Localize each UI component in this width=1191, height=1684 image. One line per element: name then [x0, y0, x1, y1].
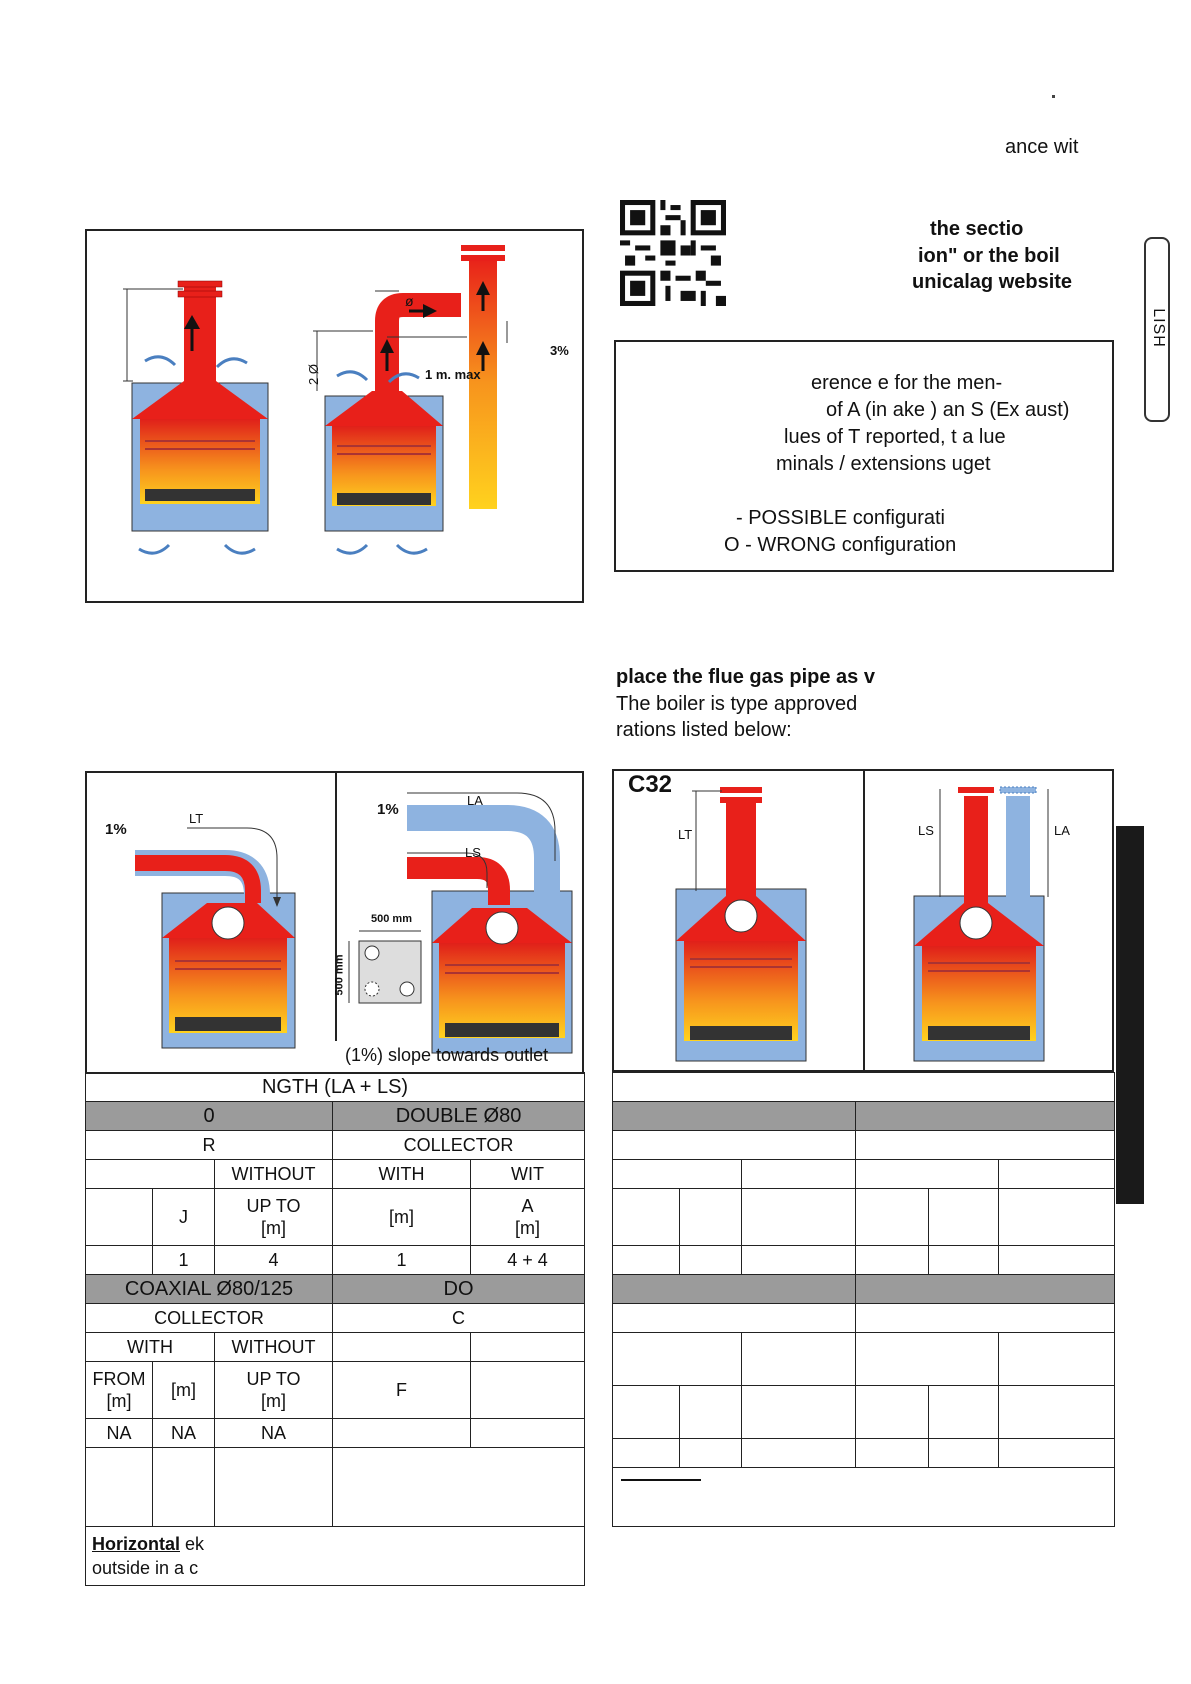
- fig2-ls-label: LS: [465, 845, 481, 860]
- table-left-r5b: [m]: [333, 1189, 471, 1246]
- note-line-1: erence e for the men-: [811, 372, 1003, 394]
- table-left-title: NGTH (LA + LS): [86, 1073, 585, 1102]
- fig2-slope-caption: (1%) slope towards outlet: [345, 1045, 549, 1065]
- table-left-r10d: F: [333, 1362, 471, 1419]
- note-line-5: - POSSIBLE configurati: [736, 507, 945, 529]
- table-left-hd-1: 0: [86, 1102, 333, 1131]
- table-left-r6c: 1: [333, 1246, 471, 1275]
- table-left-r3b: COLLECTOR: [333, 1131, 585, 1160]
- table-left-r4a: WITHOUT: [215, 1160, 333, 1189]
- fig2-500mm-width: 500 mm: [371, 913, 412, 925]
- fig1-2d-label: 2 Ø: [305, 364, 321, 385]
- table-left-r4c: WIT: [471, 1160, 585, 1189]
- table-left-r3a: R: [86, 1131, 333, 1160]
- table-left-hd-4: DO: [333, 1275, 585, 1304]
- reference-note-box: [614, 340, 1114, 572]
- table-left-footnote-bold: Horizontal: [92, 1534, 180, 1554]
- table-left-r6d: 4 + 4: [471, 1246, 585, 1275]
- flue-instruction-line-2: The boiler is type approved: [616, 693, 858, 715]
- table-left-r11c: NA: [215, 1419, 333, 1448]
- table-left-r8a: COLLECTOR: [86, 1304, 333, 1333]
- table-left-r10b: [m]: [153, 1362, 215, 1419]
- qr-caption-2: ion" or the boil: [918, 245, 1060, 267]
- note-line-3: lues of T reported, t a lue: [784, 426, 1006, 448]
- note-line-4: minals / extensions uget: [776, 453, 991, 475]
- fig1-diameter-label: ø: [405, 293, 414, 309]
- table-left-r11a: NA: [86, 1419, 153, 1448]
- table-left-r8b: C: [333, 1304, 585, 1333]
- fig2-la-label: LA: [467, 793, 483, 808]
- qr-caption-1: the sectio: [930, 218, 1024, 240]
- figure-c32-box: [612, 769, 1114, 1072]
- table-left-footnote-2: outside in a c: [92, 1558, 199, 1578]
- language-tab: [1144, 237, 1170, 422]
- table-left-r10a: FROM [m]: [86, 1362, 153, 1419]
- fig2-lt-label: LT: [189, 811, 204, 826]
- figure-horizontal-box: [85, 771, 584, 1074]
- flue-instruction-line-3: rations listed below:: [616, 719, 792, 741]
- language-tab-label: LISH: [1150, 308, 1167, 348]
- figure-chimney-box: [85, 229, 584, 603]
- section-marker-bar: [1116, 826, 1144, 1204]
- table-left-r11b: NA: [153, 1419, 215, 1448]
- header-text: ance wit: [1005, 136, 1079, 158]
- table-left-r10c: UP TO [m]: [215, 1362, 333, 1419]
- flue-instruction-heading: place the flue gas pipe as v: [616, 666, 875, 688]
- note-line-6: O - WRONG configuration: [724, 534, 957, 556]
- table-left-r6b: 4: [215, 1246, 333, 1275]
- fig2-1pct-left: 1%: [105, 821, 127, 838]
- flue-length-table-right: [612, 1072, 1115, 1527]
- table-left-r6a: 1: [153, 1246, 215, 1275]
- table-left-hd-3: COAXIAL Ø80/125: [86, 1275, 333, 1304]
- fig1-3pct-label: 3%: [550, 343, 569, 358]
- header-dot: [1052, 95, 1055, 98]
- fig3-c32-label: C32: [628, 771, 673, 798]
- qr-caption-3: unicalag website: [912, 271, 1073, 293]
- table-left-r9a: WITH: [86, 1333, 215, 1362]
- fig3-ls-label: LS: [918, 823, 934, 838]
- table-left-r5a: UP TO [m]: [215, 1189, 333, 1246]
- qr-code: [620, 200, 726, 306]
- fig3-la-label: LA: [1054, 823, 1070, 838]
- fig3-lt-label: LT: [678, 827, 693, 842]
- fig1-1m-label: 1 m. max: [425, 367, 481, 382]
- table-left-r9b: WITHOUT: [215, 1333, 333, 1362]
- figure-chimney-drawing: [87, 231, 582, 601]
- table-left-r4b: WITH: [333, 1160, 471, 1189]
- fig2-500mm-height: 500 mm: [333, 954, 346, 996]
- table-left-footnote-rest: ek: [180, 1534, 205, 1554]
- flue-length-table-left: [85, 1072, 585, 1586]
- table-left-hd-2: DOUBLE Ø80: [333, 1102, 585, 1131]
- table-left-r5c: A [m]: [471, 1189, 585, 1246]
- fig2-1pct-right: 1%: [377, 801, 399, 818]
- table-left-r5d: J: [153, 1189, 215, 1246]
- note-line-2: of A (in ake ) an S (Ex aust): [826, 399, 1070, 421]
